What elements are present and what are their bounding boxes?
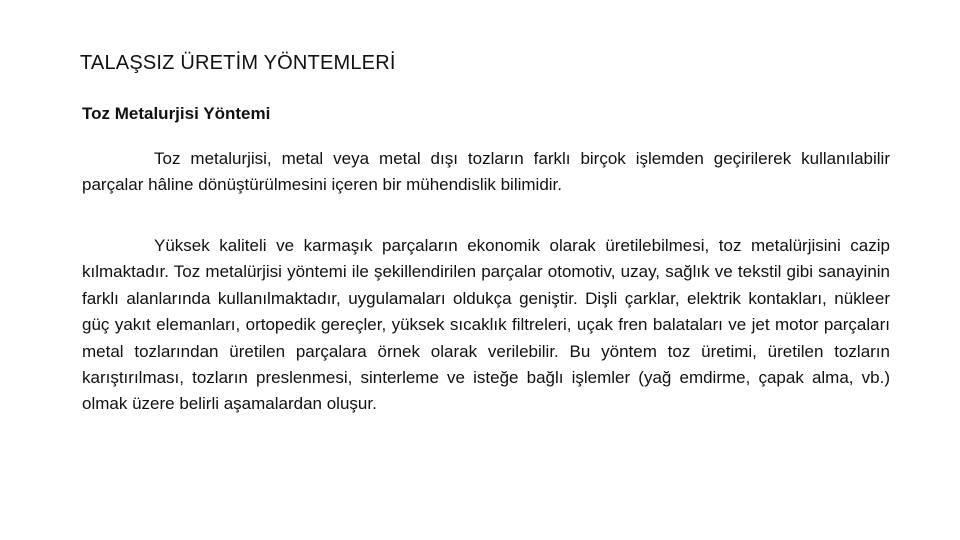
body-paragraph-definition: Toz metalurjisi, metal veya metal dışı tozların farklı birçok işlemden geçirilerek kullanılabilir parçalar hâline dönüştürülmesini içeren bir mühendislik bilimidir. [82,149,890,195]
section-heading: Toz Metalurjisi Yöntemi [82,104,271,123]
body-paragraph-applications: Yüksek kaliteli ve karmaşık parçaların ekonomik olarak üretilebilmesi, toz metalürjisini cazip kılmaktadır. Toz metalürjisi yöntemi ile şekillendirilen parçalar otomotiv, uzay, sağlık ve tekstil gibi sanayinin farklı alanlarında kullanılmaktadır, uygulamaları oldukça geniştir. Dişli çarklar, elektrik kontakları, nükleer güç yakıt elemanları, ortopedik gereçler, yüksek sıcaklık filtreleri, uçak fren balataları ve jet motor parçaları metal tozlarından üretilen parçalara örnek olarak verilebilir. Bu yöntem toz üretimi, üretilen tozların karıştırılması, tozların preslenmesi, sinterleme ve isteğe bağlı işlemler (yağ emdirme, çapak alma, vb.) olmak üzere belirli aşamalardan oluşur. [82,236,890,414]
slide-title: TALAŞSIZ ÜRETİM YÖNTEMLERİ [80,52,396,74]
